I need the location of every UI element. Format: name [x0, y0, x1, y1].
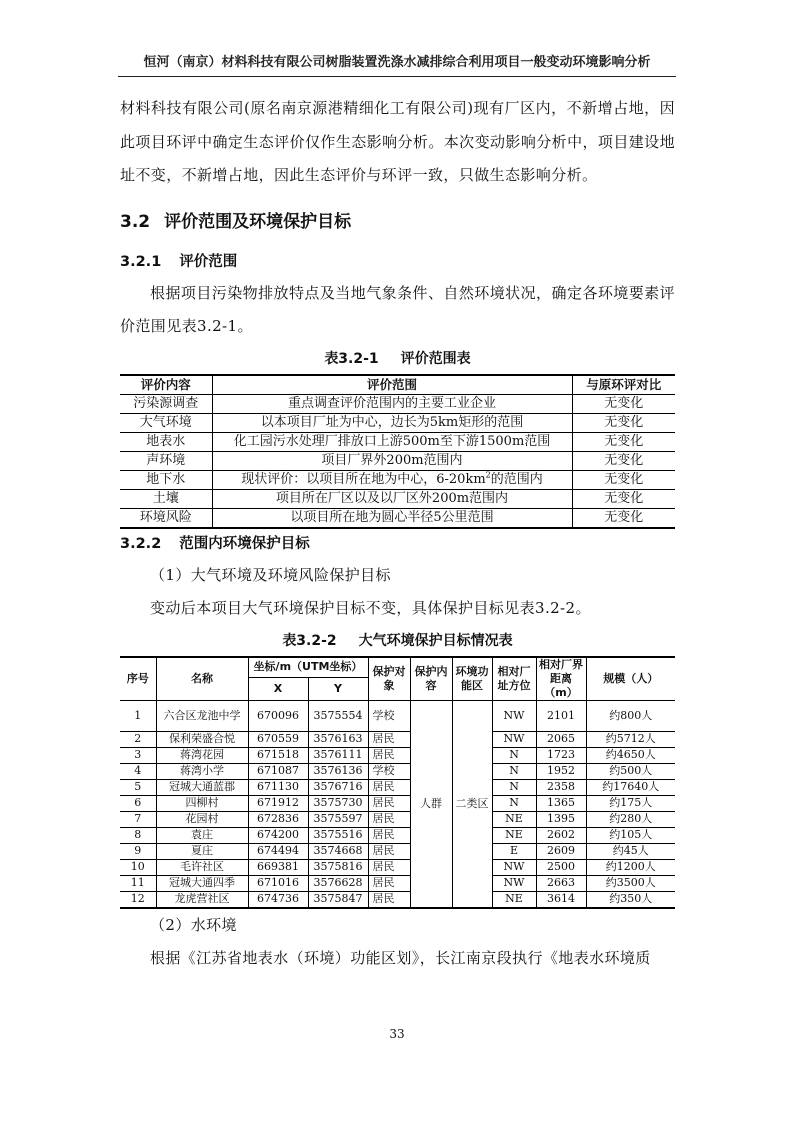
cell-object: 居民 [368, 827, 410, 843]
cell-distance: 2101 [536, 700, 586, 731]
cell-direction: NE [492, 811, 536, 827]
cell-seq: 3 [120, 747, 156, 763]
cell-name: 保利荣盛合悦 [156, 731, 248, 747]
cell-direction: N [492, 747, 536, 763]
section-title: 评价范围及环境保护目标 [164, 211, 352, 232]
cell-distance: 1723 [536, 747, 586, 763]
document-body [120, 92, 675, 976]
cell-scope: 项目所在厂区以及以厂区外200m范围内 [212, 489, 572, 508]
cell-name: 袁庄 [156, 827, 248, 843]
cell-name: 夏庄 [156, 843, 248, 859]
cell-seq: 11 [120, 875, 156, 891]
column-header-x: X [248, 677, 308, 700]
cell-scale: 约350人 [586, 891, 675, 908]
column-header-y: Y [308, 677, 368, 700]
cell-x: 671016 [248, 875, 308, 891]
cell-x: 674200 [248, 827, 308, 843]
cell-object: 居民 [368, 891, 410, 908]
cell-compare: 无变化 [572, 451, 675, 470]
column-header-object: 保护对象 [368, 657, 410, 701]
cell-scope: 重点调查评价范围内的主要工业企业 [212, 394, 572, 413]
cell-object: 居民 [368, 811, 410, 827]
cell-name: 四柳村 [156, 795, 248, 811]
cell-name: 花园村 [156, 811, 248, 827]
cell-scale: 约5712人 [586, 731, 675, 747]
cell-x: 674494 [248, 843, 308, 859]
table-1-caption [120, 346, 675, 372]
cell-direction: NW [492, 731, 536, 747]
cell-name: 冠城大通蓝郡 [156, 779, 248, 795]
cell-scope: 化工园污水处理厂排放口上游500m至下游1500m范围 [212, 432, 572, 451]
cell-distance: 2663 [536, 875, 586, 891]
page-number: 33 [389, 1027, 405, 1041]
cell-y: 3575597 [308, 811, 368, 827]
cell-seq: 9 [120, 843, 156, 859]
cell-seq: 2 [120, 731, 156, 747]
cell-object: 居民 [368, 747, 410, 763]
cell-distance: 3614 [536, 891, 586, 908]
cell-content-merged: 人群 [410, 700, 452, 908]
cell-y: 3575847 [308, 891, 368, 908]
cell-compare: 无变化 [572, 413, 675, 432]
cell-seq: 7 [120, 811, 156, 827]
cell-y: 3576111 [308, 747, 368, 763]
cell-compare: 无变化 [572, 470, 675, 489]
cell-scale: 约4650人 [586, 747, 675, 763]
cell-seq: 12 [120, 891, 156, 908]
table-row [120, 891, 675, 908]
cell-direction: N [492, 779, 536, 795]
cell-y: 3576716 [308, 779, 368, 795]
cell-scale: 约105人 [586, 827, 675, 843]
cell-name: 毛许社区 [156, 859, 248, 875]
cell-item: 土壤 [120, 489, 212, 508]
cell-y: 3575816 [308, 859, 368, 875]
cell-distance: 2065 [536, 731, 586, 747]
table-row [120, 394, 675, 413]
table-row [120, 508, 675, 528]
cell-scale: 约3500人 [586, 875, 675, 891]
subsection-number: 3.2.2 [120, 535, 162, 552]
cell-name: 蒋湾小学 [156, 763, 248, 779]
cell-x: 670559 [248, 731, 308, 747]
cell-direction: NE [492, 891, 536, 908]
cell-y: 3575516 [308, 827, 368, 843]
cell-name: 冠城大通四季 [156, 875, 248, 891]
cell-seq: 1 [120, 700, 156, 731]
cell-object: 居民 [368, 859, 410, 875]
table-row [120, 470, 675, 489]
cell-distance: 1395 [536, 811, 586, 827]
column-header-zone: 环境功能区 [452, 657, 492, 701]
table-2-caption [120, 628, 675, 654]
cell-x: 670096 [248, 700, 308, 731]
cell-direction: NW [492, 700, 536, 731]
cell-scope: 以本项目厂址为中心，边长为5km矩形的范围 [212, 413, 572, 432]
cell-distance: 2602 [536, 827, 586, 843]
cell-direction: N [492, 795, 536, 811]
cell-direction: NW [492, 875, 536, 891]
table-row [120, 413, 675, 432]
cell-seq: 6 [120, 795, 156, 811]
cell-item: 声环境 [120, 451, 212, 470]
cell-scope [212, 470, 572, 489]
cell-scale: 约500人 [586, 763, 675, 779]
cell-distance: 2358 [536, 779, 586, 795]
table-row [120, 763, 675, 779]
cell-name: 蒋湾花园 [156, 747, 248, 763]
cell-item: 地下水 [120, 470, 212, 489]
column-header-seq: 序号 [120, 657, 156, 701]
cell-y: 3576628 [308, 875, 368, 891]
cell-scale: 约280人 [586, 811, 675, 827]
cell-x: 669381 [248, 859, 308, 875]
cell-seq: 8 [120, 827, 156, 843]
table-row [120, 700, 675, 731]
scope-text: 的范围内 [490, 472, 543, 487]
cell-y: 3575554 [308, 700, 368, 731]
water-paragraph: 根据《江苏省地表水（环境）功能区划》，长江南京段执行《地表水环境质 [150, 949, 651, 967]
table-row [120, 451, 675, 470]
section-heading-3-2 [120, 203, 675, 241]
cell-distance: 1365 [536, 795, 586, 811]
cell-object: 居民 [368, 731, 410, 747]
cell-y: 3576163 [308, 731, 368, 747]
cell-scale: 约175人 [586, 795, 675, 811]
table-row [120, 795, 675, 811]
target-paragraph: 变动后本项目大气环境保护目标不变，具体保护目标见表3.2-2。 [150, 599, 591, 617]
cell-direction: N [492, 763, 536, 779]
cell-item: 环境风险 [120, 508, 212, 528]
cell-object: 学校 [368, 763, 410, 779]
column-header: 与原环评对比 [572, 375, 675, 395]
table-header-row [120, 657, 675, 678]
cell-seq: 5 [120, 779, 156, 795]
sub-heading-air: （1）大气环境及环境风险保护目标 [150, 565, 391, 584]
subsection-heading-3-2-1 [120, 247, 675, 277]
column-header-name: 名称 [156, 657, 248, 701]
table-row [120, 489, 675, 508]
table-header-row [120, 375, 675, 395]
table-number: 表3.2-1 [324, 350, 379, 367]
table-number: 表3.2-2 [282, 632, 337, 649]
subsection-title: 范围内环境保护目标 [179, 535, 310, 552]
table-row [120, 747, 675, 763]
cell-distance: 2500 [536, 859, 586, 875]
column-header-scale: 规模（人） [586, 657, 675, 701]
cell-seq: 10 [120, 859, 156, 875]
table-row [120, 843, 675, 859]
cell-scale: 约1200人 [586, 859, 675, 875]
column-header: 评价范围 [212, 375, 572, 395]
cell-distance: 2609 [536, 843, 586, 859]
cell-scale: 约800人 [586, 700, 675, 731]
cell-seq: 4 [120, 763, 156, 779]
cell-item: 大气环境 [120, 413, 212, 432]
cell-x: 671518 [248, 747, 308, 763]
table-row [120, 827, 675, 843]
column-header-distance: 相对厂界距离（m） [536, 657, 586, 701]
cell-scope: 以项目所在地为圆心半径5公里范围 [212, 508, 572, 528]
scope-paragraph: 根据项目污染物排放特点及当地气象条件、自然环境状况，确定各环境要素评价范围见表3.2-1。 [120, 283, 675, 335]
cell-x: 671130 [248, 779, 308, 795]
cell-direction: NE [492, 827, 536, 843]
cell-direction: E [492, 843, 536, 859]
cell-scale: 约45人 [586, 843, 675, 859]
subsection-title: 评价范围 [179, 253, 238, 270]
subsection-heading-3-2-2 [120, 529, 675, 559]
cell-object: 居民 [368, 843, 410, 859]
cell-y: 3576136 [308, 763, 368, 779]
cell-x: 671912 [248, 795, 308, 811]
table-row [120, 811, 675, 827]
table-title: 评价范围表 [400, 350, 471, 367]
cell-object: 居民 [368, 795, 410, 811]
cell-x: 672836 [248, 811, 308, 827]
table-row [120, 731, 675, 747]
table-title: 大气环境保护目标情况表 [358, 632, 513, 649]
cell-name: 龙虎营社区 [156, 891, 248, 908]
evaluation-scope-table [120, 374, 675, 529]
table-row [120, 779, 675, 795]
cell-name: 六合区龙池中学 [156, 700, 248, 731]
cell-zone-merged: 二类区 [452, 700, 492, 908]
cell-y: 3574668 [308, 843, 368, 859]
cell-object: 学校 [368, 700, 410, 731]
cell-object: 居民 [368, 779, 410, 795]
cell-scope: 项目厂界外200m范围内 [212, 451, 572, 470]
cell-item: 地表水 [120, 432, 212, 451]
superscript: 2 [485, 470, 491, 480]
cell-scale: 约17640人 [586, 779, 675, 795]
cell-compare: 无变化 [572, 489, 675, 508]
cell-item: 污染源调查 [120, 394, 212, 413]
cell-direction: NW [492, 859, 536, 875]
column-header-direction: 相对厂址方位 [492, 657, 536, 701]
cell-compare: 无变化 [572, 508, 675, 528]
cell-x: 674736 [248, 891, 308, 908]
table-row [120, 859, 675, 875]
column-header: 评价内容 [120, 375, 212, 395]
section-number: 3.2 [120, 211, 151, 232]
intro-paragraph: 材料科技有限公司(原名南京源港精细化工有限公司)现有厂区内，不新增占地，因此项目环评中确定生态评价仅作生态影响分析。本次变动影响分析中，项目建设地址不变，不新增占地，因此生态评价与环评一致，只做生态影响分析。 [120, 99, 675, 184]
cell-object: 居民 [368, 875, 410, 891]
cell-compare: 无变化 [572, 432, 675, 451]
column-header-coord: 坐标/m（UTM坐标） [248, 657, 368, 678]
cell-y: 3575730 [308, 795, 368, 811]
cell-compare: 无变化 [572, 394, 675, 413]
page-header: 恒河（南京）材料科技有限公司树脂装置洗涤水减排综合利用项目一般变动环境影响分析 [118, 52, 676, 77]
column-header-content: 保护内容 [410, 657, 452, 701]
table-row [120, 432, 675, 451]
subsection-number: 3.2.1 [120, 253, 162, 270]
scope-text: 现状评价：以项目所在地为中心，6-20km [241, 472, 486, 487]
table-row [120, 875, 675, 891]
cell-x: 671087 [248, 763, 308, 779]
cell-distance: 1952 [536, 763, 586, 779]
air-protection-target-table [120, 656, 675, 909]
sub-heading-water: （2）水环境 [150, 915, 237, 934]
